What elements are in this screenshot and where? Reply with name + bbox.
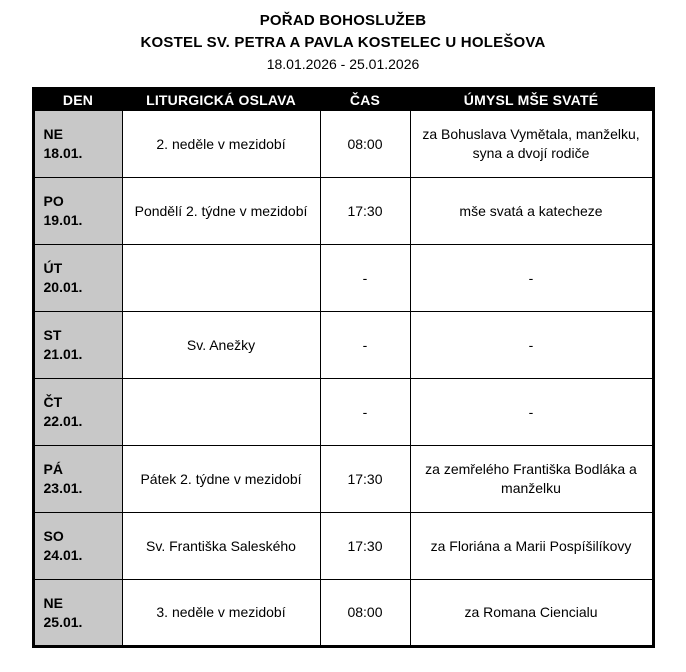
day-date: 21.01. [43,346,83,362]
intention-cell: - [410,245,653,312]
day-cell [33,178,122,245]
date-range: 18.01.2026 - 25.01.2026 [266,56,420,72]
day-date: 20.01. [43,279,83,295]
celebration-cell: Sv. Anežky [122,312,320,379]
table-row [33,379,653,446]
day-date: 23.01. [43,480,83,496]
table-row [33,312,653,379]
day-cell [33,379,122,446]
time-cell: 17:30 [320,178,410,245]
day-cell [33,111,122,178]
day-cell [33,446,122,513]
day-date: 25.01. [43,613,83,630]
day-abbr: ÚT [43,260,63,277]
table-row [33,513,653,580]
time-cell: 17:30 [320,446,410,513]
day-abbr: PÁ [43,461,63,478]
intention-cell: za Floriána a Marii Pospíšilíkovy [410,513,653,580]
time-cell: - [320,379,410,446]
day-abbr: ST [43,327,62,344]
page-title: POŘAD BOHOSLUŽEB [259,12,427,29]
celebration-cell: 3. neděle v mezidobí [122,580,320,647]
day-abbr: SO [43,528,64,545]
table-row [33,111,653,178]
time-cell: 08:00 [320,111,410,178]
day-date: 18.01. [43,145,83,161]
day-abbr: PO [43,193,64,210]
celebration-cell [122,245,320,312]
column-header-umysl: ÚMYSL MŠE SVATÉ [410,89,653,111]
day-cell [33,312,122,379]
day-cell [33,513,122,580]
page-subtitle: KOSTEL SV. PETRA A PAVLA KOSTELEC U HOLEŠOVA [140,34,546,51]
time-cell: - [320,312,410,379]
intention-cell: - [410,312,653,379]
day-abbr: ČT [43,394,63,411]
intention-cell: za Bohuslava Vymětala, manželku, syna a dvojí rodiče [410,111,653,178]
day-date: 22.01. [43,413,83,429]
celebration-cell: Pátek 2. týdne v mezidobí [122,446,320,513]
table-header-row [33,89,653,111]
intention-cell: za zemřelého Františka Bodláka a manželku [410,446,653,513]
table-row [33,580,653,647]
day-date: 19.01. [43,212,83,228]
intention-cell: - [410,379,653,446]
day-date: 24.01. [43,547,83,563]
time-cell: 17:30 [320,513,410,580]
celebration-cell: 2. neděle v mezidobí [122,111,320,178]
celebration-cell: Pondělí 2. týdne v mezidobí [122,178,320,245]
day-cell [33,245,122,312]
day-cell [33,580,122,647]
table-row [33,245,653,312]
table-row [33,446,653,513]
schedule-table [32,87,655,648]
celebration-cell [122,379,320,446]
table-row [33,178,653,245]
intention-cell: za Romana Ciencialu [410,580,653,647]
celebration-cell: Sv. Františka Saleského [122,513,320,580]
time-cell: 08:00 [320,580,410,647]
day-abbr: NE [43,594,63,611]
time-cell: - [320,245,410,312]
column-header-cas: ČAS [320,89,410,111]
document-header [0,0,686,72]
column-header-liturgicka-oslava: LITURGICKÁ OSLAVA [122,89,320,111]
day-abbr: NE [43,126,63,143]
column-header-den: DEN [33,89,122,111]
intention-cell: mše svatá a katecheze [410,178,653,245]
